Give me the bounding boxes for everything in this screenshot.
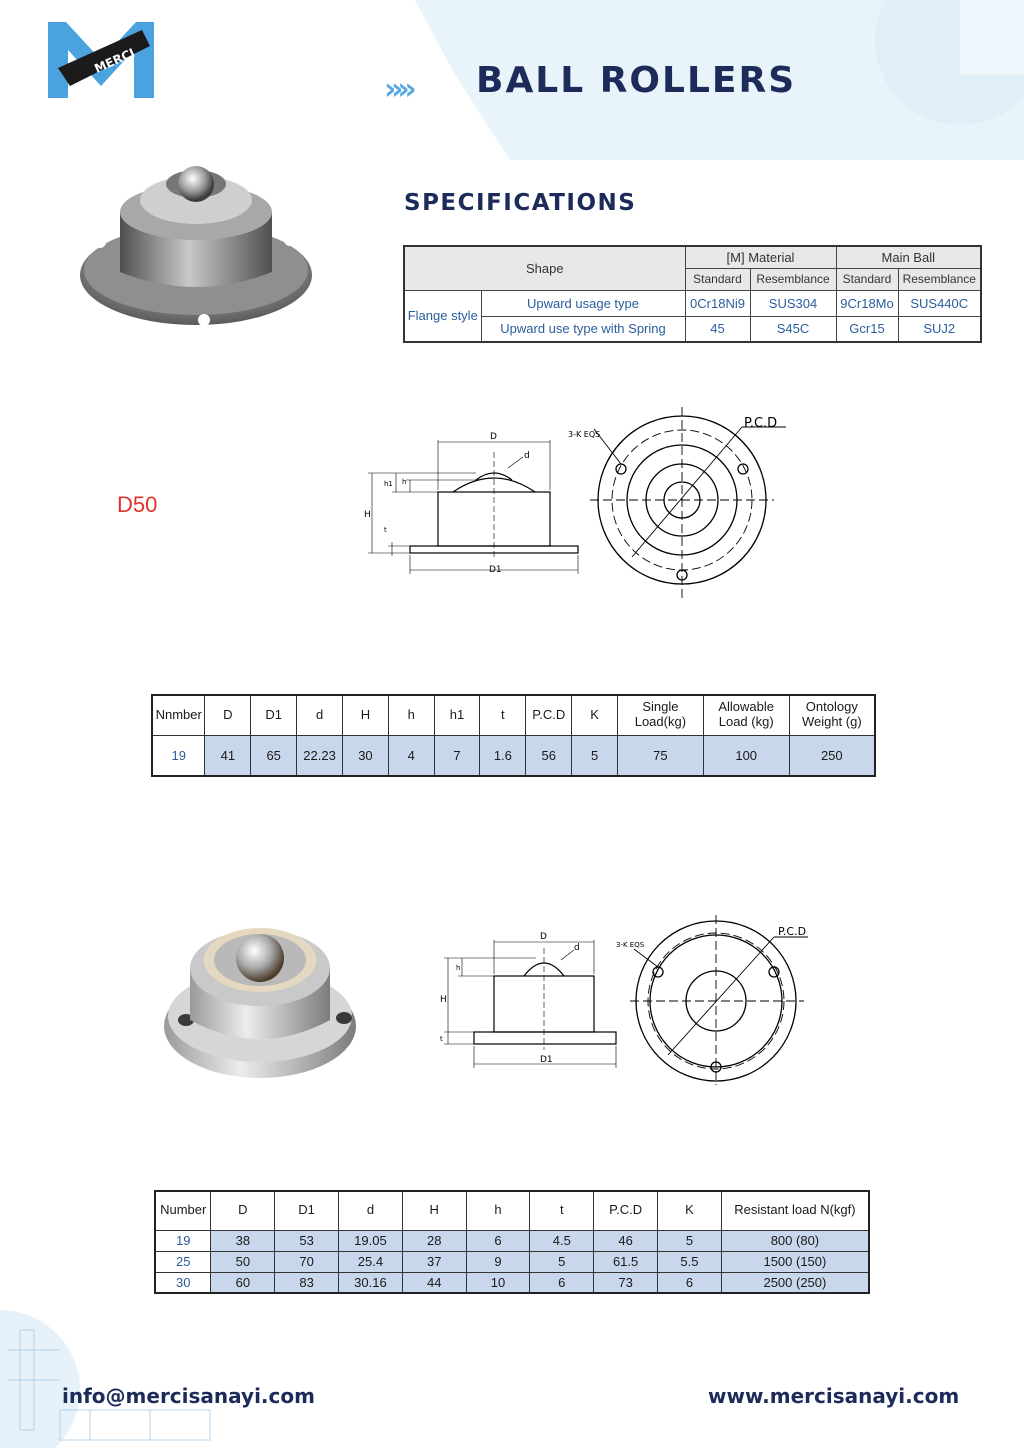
model-label: D50 xyxy=(117,492,158,517)
ball-roller-product-image-1 xyxy=(78,160,318,340)
pcd-label: P.C.D xyxy=(744,416,778,431)
brand-logo xyxy=(46,20,156,100)
table-cell: 73 xyxy=(594,1272,658,1293)
table-cell: 800 (80) xyxy=(721,1230,869,1251)
spec-cell: 0Cr18Ni9 xyxy=(685,290,750,316)
table-cell: 1.6 xyxy=(480,735,526,776)
table-header-cell: P.C.D xyxy=(594,1191,658,1230)
table-cell: 25 xyxy=(155,1251,211,1272)
table-cell: 4 xyxy=(388,735,434,776)
top-view-drawing-2 xyxy=(612,915,812,1085)
table-cell: 19.05 xyxy=(339,1230,403,1251)
ball-standard-header: Standard xyxy=(836,268,898,290)
table-cell: 6 xyxy=(530,1272,594,1293)
dim-label-d: d xyxy=(524,451,530,461)
table-header-cell: d xyxy=(339,1191,403,1230)
table-cell: 9 xyxy=(466,1251,530,1272)
table-row xyxy=(155,1251,869,1272)
table-cell: 5 xyxy=(530,1251,594,1272)
main-ball-header: Main Ball xyxy=(836,246,981,268)
pcd-label: P.C.D xyxy=(778,925,807,938)
table-cell: 30 xyxy=(155,1272,211,1293)
spec-cell: Gcr15 xyxy=(836,316,898,342)
table-cell: 37 xyxy=(402,1251,466,1272)
table-cell: 10 xyxy=(466,1272,530,1293)
table-header-cell: t xyxy=(530,1191,594,1230)
table-header-cell: Single Load(kg) xyxy=(617,695,703,735)
table-header-cell: h xyxy=(466,1191,530,1230)
table-header-cell: t xyxy=(480,695,526,735)
eqs-label: 3-K EQS xyxy=(568,430,601,439)
page-title: BALL ROLLERS xyxy=(476,60,797,101)
dim-label-H: H xyxy=(440,995,447,1005)
table-header-cell: Ontology Weight (g) xyxy=(789,695,875,735)
specifications-table xyxy=(403,245,982,343)
spec-cell: S45C xyxy=(750,316,836,342)
table-header-cell: H xyxy=(402,1191,466,1230)
table-cell: 4.5 xyxy=(530,1230,594,1251)
table-cell: 5 xyxy=(658,1230,722,1251)
table-cell: 2500 (250) xyxy=(721,1272,869,1293)
top-view-drawing-1 xyxy=(568,405,798,605)
table-cell: 22.23 xyxy=(297,735,343,776)
table-cell: 25.4 xyxy=(339,1251,403,1272)
spec-type-cell: Upward usage type xyxy=(481,290,685,316)
material-standard-header: Standard xyxy=(685,268,750,290)
table-header-cell: K xyxy=(658,1191,722,1230)
spec-cell: SUS304 xyxy=(750,290,836,316)
table-header-cell: d xyxy=(297,695,343,735)
eqs-label: 3-K EQS xyxy=(616,941,645,949)
table-header-cell: h1 xyxy=(434,695,480,735)
website-link[interactable]: www.mercisanayi.com xyxy=(708,1384,960,1408)
spec-cell: SUJ2 xyxy=(898,316,981,342)
dim-label-h: h xyxy=(456,964,461,972)
table-cell: 30.16 xyxy=(339,1272,403,1293)
table-header-cell: Nnmber xyxy=(152,695,205,735)
table-cell: 28 xyxy=(402,1230,466,1251)
table-cell: 44 xyxy=(402,1272,466,1293)
table-cell: 30 xyxy=(343,735,389,776)
table-header-cell: D1 xyxy=(251,695,297,735)
flange-style-label: Flange style xyxy=(404,290,481,342)
contact-email[interactable]: info@mercisanayi.com xyxy=(62,1384,315,1408)
table-header-cell: h xyxy=(388,695,434,735)
table-cell: 5 xyxy=(572,735,618,776)
dim-label-h1: h1 xyxy=(384,480,393,488)
dim-label-D1: D1 xyxy=(540,1055,553,1065)
table-header-cell: D xyxy=(205,695,251,735)
dim-label-h: h xyxy=(402,478,407,486)
table-cell: 60 xyxy=(211,1272,275,1293)
table-cell: 53 xyxy=(275,1230,339,1251)
table-cell: 83 xyxy=(275,1272,339,1293)
spec-type-cell: Upward use type with Spring xyxy=(481,316,685,342)
table-header-cell: D xyxy=(211,1191,275,1230)
dim-label-H: H xyxy=(364,510,371,520)
dim-label-D: D xyxy=(490,432,497,442)
table-cell: 1500 (150) xyxy=(721,1251,869,1272)
table-cell: 50 xyxy=(211,1251,275,1272)
dim-label-t: t xyxy=(384,526,387,534)
table-header-cell: Resistant load N(kgf) xyxy=(721,1191,869,1230)
table-cell: 6 xyxy=(658,1272,722,1293)
table-header-row xyxy=(152,695,875,735)
title-arrows: »» xyxy=(384,72,411,107)
table-cell: 70 xyxy=(275,1251,339,1272)
table-header-cell: Allowable Load (kg) xyxy=(703,695,789,735)
table-row xyxy=(155,1272,869,1293)
table-header-cell: D1 xyxy=(275,1191,339,1230)
side-view-drawing-2 xyxy=(436,928,626,1073)
table-cell: 41 xyxy=(205,735,251,776)
table-cell: 100 xyxy=(703,735,789,776)
table-cell: 38 xyxy=(211,1230,275,1251)
logo-text: MERCI xyxy=(92,45,137,76)
table-header-row xyxy=(155,1191,869,1230)
dim-label-D: D xyxy=(540,932,547,942)
dimensions-table-2 xyxy=(154,1190,870,1294)
table-header-cell: Number xyxy=(155,1191,211,1230)
spec-cell: SUS440C xyxy=(898,290,981,316)
footer-decoration xyxy=(0,1310,220,1448)
table-row xyxy=(152,735,875,776)
dimensions-table-1 xyxy=(151,694,876,777)
specifications-heading: SPECIFICATIONS xyxy=(404,190,637,216)
ball-resemblance-header: Resemblance xyxy=(898,268,981,290)
table-cell: 65 xyxy=(251,735,297,776)
table-header-cell: H xyxy=(343,695,389,735)
material-resemblance-header: Resemblance xyxy=(750,268,836,290)
spec-cell: 9Cr18Mo xyxy=(836,290,898,316)
table-cell: 6 xyxy=(466,1230,530,1251)
dim-label-t: t xyxy=(440,1035,443,1043)
spec-cell: 45 xyxy=(685,316,750,342)
table-cell: 19 xyxy=(155,1230,211,1251)
table-cell: 75 xyxy=(617,735,703,776)
table-header-cell: K xyxy=(572,695,618,735)
table-cell: 5.5 xyxy=(658,1251,722,1272)
dim-label-D1: D1 xyxy=(489,565,502,575)
dim-label-d: d xyxy=(574,943,580,953)
table-cell: 7 xyxy=(434,735,480,776)
table-cell: 46 xyxy=(594,1230,658,1251)
side-view-drawing-1 xyxy=(358,412,588,587)
table-cell: 19 xyxy=(152,735,205,776)
material-header: [M] Material xyxy=(685,246,836,268)
shape-header: Shape xyxy=(404,246,685,290)
table-cell: 61.5 xyxy=(594,1251,658,1272)
table-header-cell: P.C.D xyxy=(526,695,572,735)
table-cell: 250 xyxy=(789,735,875,776)
table-cell: 56 xyxy=(526,735,572,776)
ball-roller-product-image-2 xyxy=(160,908,360,1083)
table-row xyxy=(155,1230,869,1251)
